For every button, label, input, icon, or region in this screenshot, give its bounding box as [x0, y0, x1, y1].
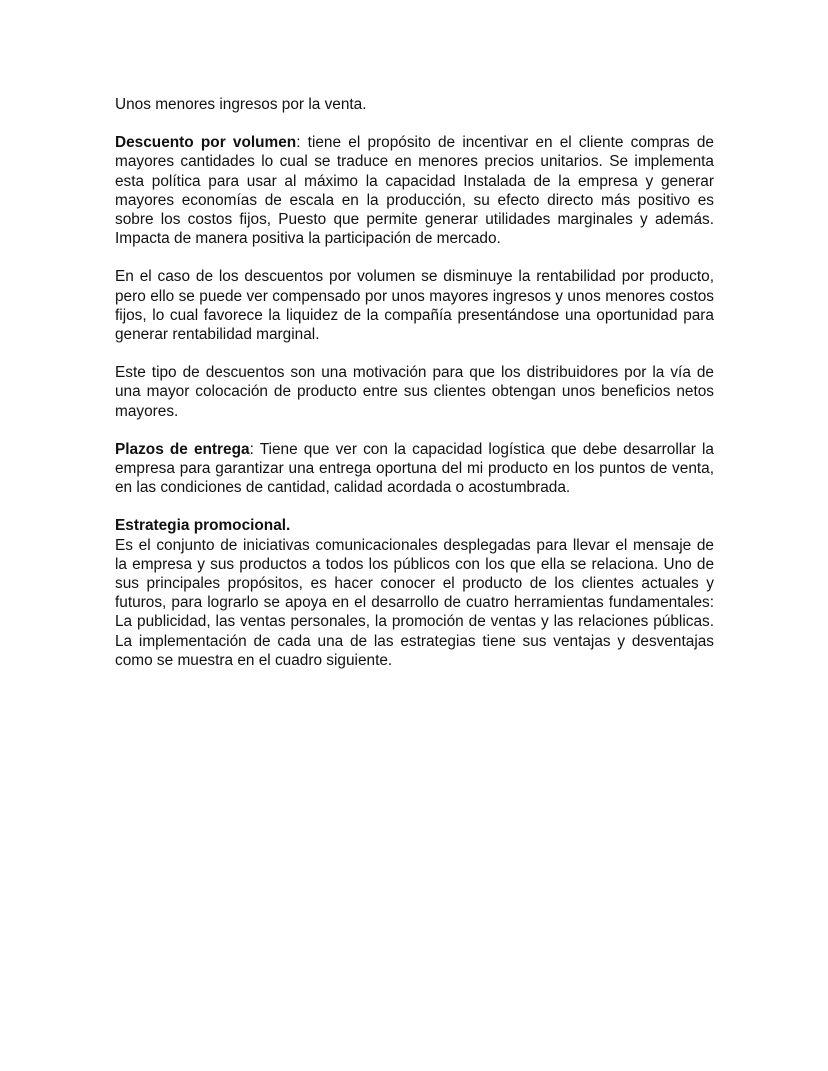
delivery-paragraph	[115, 440, 714, 498]
volume-discount-text: : tiene el propósito de incentivar en el cliente compras de mayores cantidades lo cual se traduce en menores precios unitarios. Se implementa esta política para usar al máximo la capacidad Instalada de la empresa y generar mayores economías de escala en la producción, su efecto directo más positivo es sobre los costos fijos, Puesto que permite generar utilidades marginales y además. Impacta de manera positiva la participación de mercado.	[115, 134, 714, 248]
distributors-paragraph: Este tipo de descuentos son una motivación para que los distribuidores por la vía de una mayor colocación de producto entre sus clientes obtengan unos beneficios netos mayores.	[115, 364, 714, 420]
volume-discount-term: Descuento por volumen	[115, 134, 297, 152]
delivery-text: : Tiene que ver con la capacidad logística que debe desarrollar la empresa para garantizar una entrega oportuna del mi producto en los puntos de venta, en las condiciones de cantidad, calidad acordada o acostumbrada.	[115, 440, 714, 497]
promo-section	[115, 516, 714, 670]
intro-paragraph: Unos menores ingresos por la venta.	[115, 96, 367, 113]
volume-discount-paragraph	[115, 133, 714, 248]
promo-heading: Estrategia promocional.	[115, 517, 291, 535]
promo-paragraph: Es el conjunto de iniciativas comunicacionales desplegadas para llevar el mensaje de la empresa y sus productos a todos los públicos con los que ella se relaciona. Uno de sus principales propósitos, es hacer conocer el producto de los clientes actuales y futuros, para lograrlo se apoya en el desarrollo de cuatro herramientas fundamentales: La publicidad, las ventas personales, la promoción de ventas y las relaciones públicas. La implementación de cada una de las estrategias tiene sus ventajas y desventajas como se muestra en el cuadro siguiente.	[115, 536, 714, 669]
delivery-term: Plazos de entrega	[115, 440, 250, 458]
volume-case-paragraph: En el caso de los descuentos por volumen se disminuye la rentabilidad por producto, pero ello se puede ver compensado por unos mayores ingresos y unos menores costos fijos, lo cual favorece la liquidez de la compañía presentándose una oportunidad para generar rentabilidad marginal.	[115, 268, 714, 344]
document-page	[115, 95, 714, 689]
